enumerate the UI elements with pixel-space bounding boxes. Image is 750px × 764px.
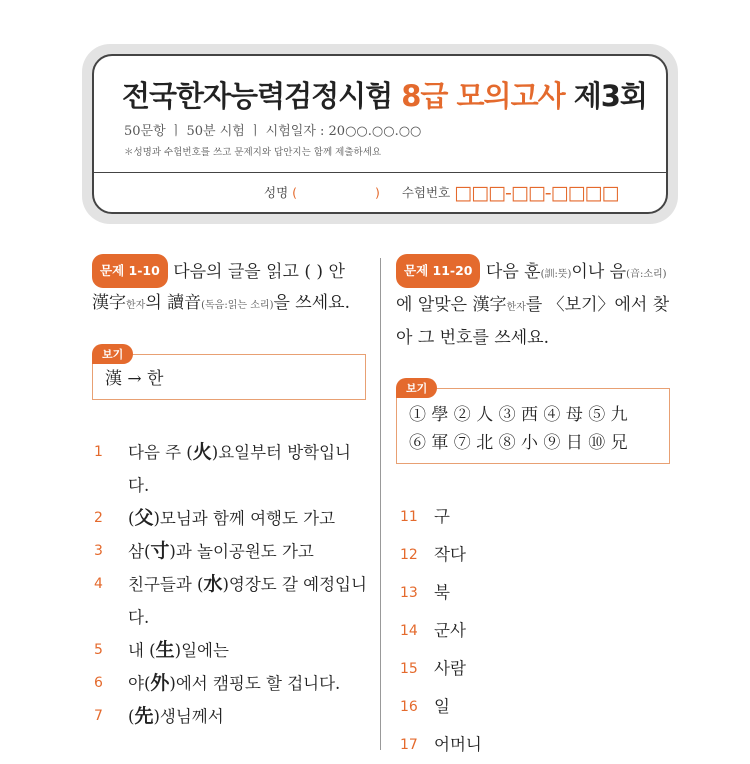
question-text: 일 [434,697,450,716]
hanja-char: 外 [150,672,170,694]
question-text: 삼( [128,542,151,561]
question-number: 2 [94,510,103,526]
question-text: )모님과 함께 여행도 가고 [153,509,336,528]
question-number: 3 [94,543,103,559]
left-bogi-label: 보기 [92,344,133,364]
question-number: 5 [94,642,103,658]
question-text: ( [128,509,135,528]
exam-meta: 50문항 ㅣ 50분 시험 ㅣ 시험일자 : 20○○.○○.○○ [124,124,422,139]
left-bogi-box [92,348,366,400]
question-12 [400,536,670,574]
question-17 [400,726,670,764]
left-instr-han-small: 한자 [126,300,146,311]
question-number: 13 [400,585,418,601]
question-text: 북 [434,583,450,602]
question-6 [94,667,370,700]
right-bogi-box [396,382,670,464]
right-bogi-label: 보기 [396,378,437,398]
question-number: 7 [94,708,103,724]
name-paren-close: ) [375,185,380,200]
question-text: )과 놀이공원도 가고 [169,542,314,561]
question-text: )요일부터 방학입니다. [128,443,351,495]
question-14 [400,612,670,650]
question-16 [400,688,670,726]
question-2 [94,502,370,535]
question-number: 1 [94,444,103,460]
question-text: 야( [128,674,151,693]
question-text: 구 [434,507,450,526]
left-instr-han2: 讀音 [167,293,202,313]
question-text: 사람 [434,659,466,678]
left-instr-small2: (독음:읽는 소리) [201,300,274,311]
question-7 [94,700,370,733]
question-text: )에서 캠핑도 할 겁니다. [169,674,341,693]
left-question-list [94,436,370,733]
title-grade: 8급 모의고사 [401,79,565,113]
exam-title [122,74,647,115]
right-question-list [400,498,670,764]
title-round: 제3회 [573,79,647,113]
bogi-line-2: ⑥ 軍 ⑦ 北 ⑧ 小 ⑨ 日 ⑩ 兄 [409,433,628,453]
question-number: 16 [400,699,418,715]
exam-number-boxes[interactable]: □□□-□□-□□□□ [454,182,619,204]
question-text: 내 ( [128,641,156,660]
left-instr-end: 을 쓰세요. [273,293,350,313]
right-instr-b: 이나 음 [571,262,627,282]
hanja-char: 父 [134,507,154,529]
hanja-char: 先 [134,705,154,727]
right-instruction [396,254,676,353]
question-15 [400,650,670,688]
question-text: )영장도 갈 예정입니다. [128,575,367,627]
right-instr-han: 漢字 [472,295,507,315]
right-instr-a: 다음 훈 [485,262,541,282]
question-11 [400,498,670,536]
question-number: 12 [400,547,418,563]
left-question-badge: 문제 1-10 [92,254,168,288]
question-number: 17 [400,737,418,753]
question-number: 4 [94,576,103,592]
question-text: 작다 [434,545,466,564]
name-row [264,182,618,204]
column-divider [380,258,381,750]
right-instr-d: 를 〈보기〉에서 찾아 그 번호를 쓰세요. [396,295,670,348]
question-number: 6 [94,675,103,691]
left-bogi-content: 漢 → 한 [105,369,164,389]
left-instruction [92,254,374,321]
question-text: 친구들과 ( [128,575,204,594]
question-text: ( [128,707,135,726]
question-1 [94,436,370,502]
title-main: 전국한자능력검정시험 [122,79,393,113]
question-text: 다음 주 ( [128,443,193,462]
left-instr-han: 漢字 [92,293,126,313]
question-text: 어머니 [434,735,482,754]
right-instr-a-small: (訓:뜻) [540,269,572,280]
right-question-badge: 문제 11-20 [396,254,480,288]
exam-note: ＊성명과 수험번호를 쓰고 문제지와 답안지는 함께 제출하세요 [124,147,382,158]
hanja-char: 生 [155,639,175,661]
question-text: )생님께서 [153,707,224,726]
right-bogi-content [409,401,628,457]
question-number: 15 [400,661,418,677]
hanja-char: 寸 [150,540,170,562]
exam-header [92,54,668,214]
hanja-char: 火 [192,441,212,463]
left-instr-line1: 다음의 글을 읽고 ( ) 안 [173,262,345,282]
question-text: )일에는 [174,641,229,660]
question-number: 14 [400,623,418,639]
question-number: 11 [400,509,418,525]
exam-number-label: 수험번호 [401,185,451,200]
question-3 [94,535,370,568]
question-13 [400,574,670,612]
header-divider [94,172,666,173]
right-instr-han-small: 한자 [506,302,526,313]
left-instr-mid: 의 [145,293,162,313]
right-instr-c: 에 알맞은 [396,295,468,315]
name-paren-open: ( [292,185,298,200]
hanja-char: 水 [203,573,223,595]
bogi-line-1: ① 學 ② 人 ③ 西 ④ 母 ⑤ 九 [409,405,628,425]
name-label: 성명 [264,185,289,200]
question-text: 군사 [434,621,466,640]
question-4 [94,568,370,634]
right-instr-b-small: (音:소리) [626,269,667,280]
question-5 [94,634,370,667]
